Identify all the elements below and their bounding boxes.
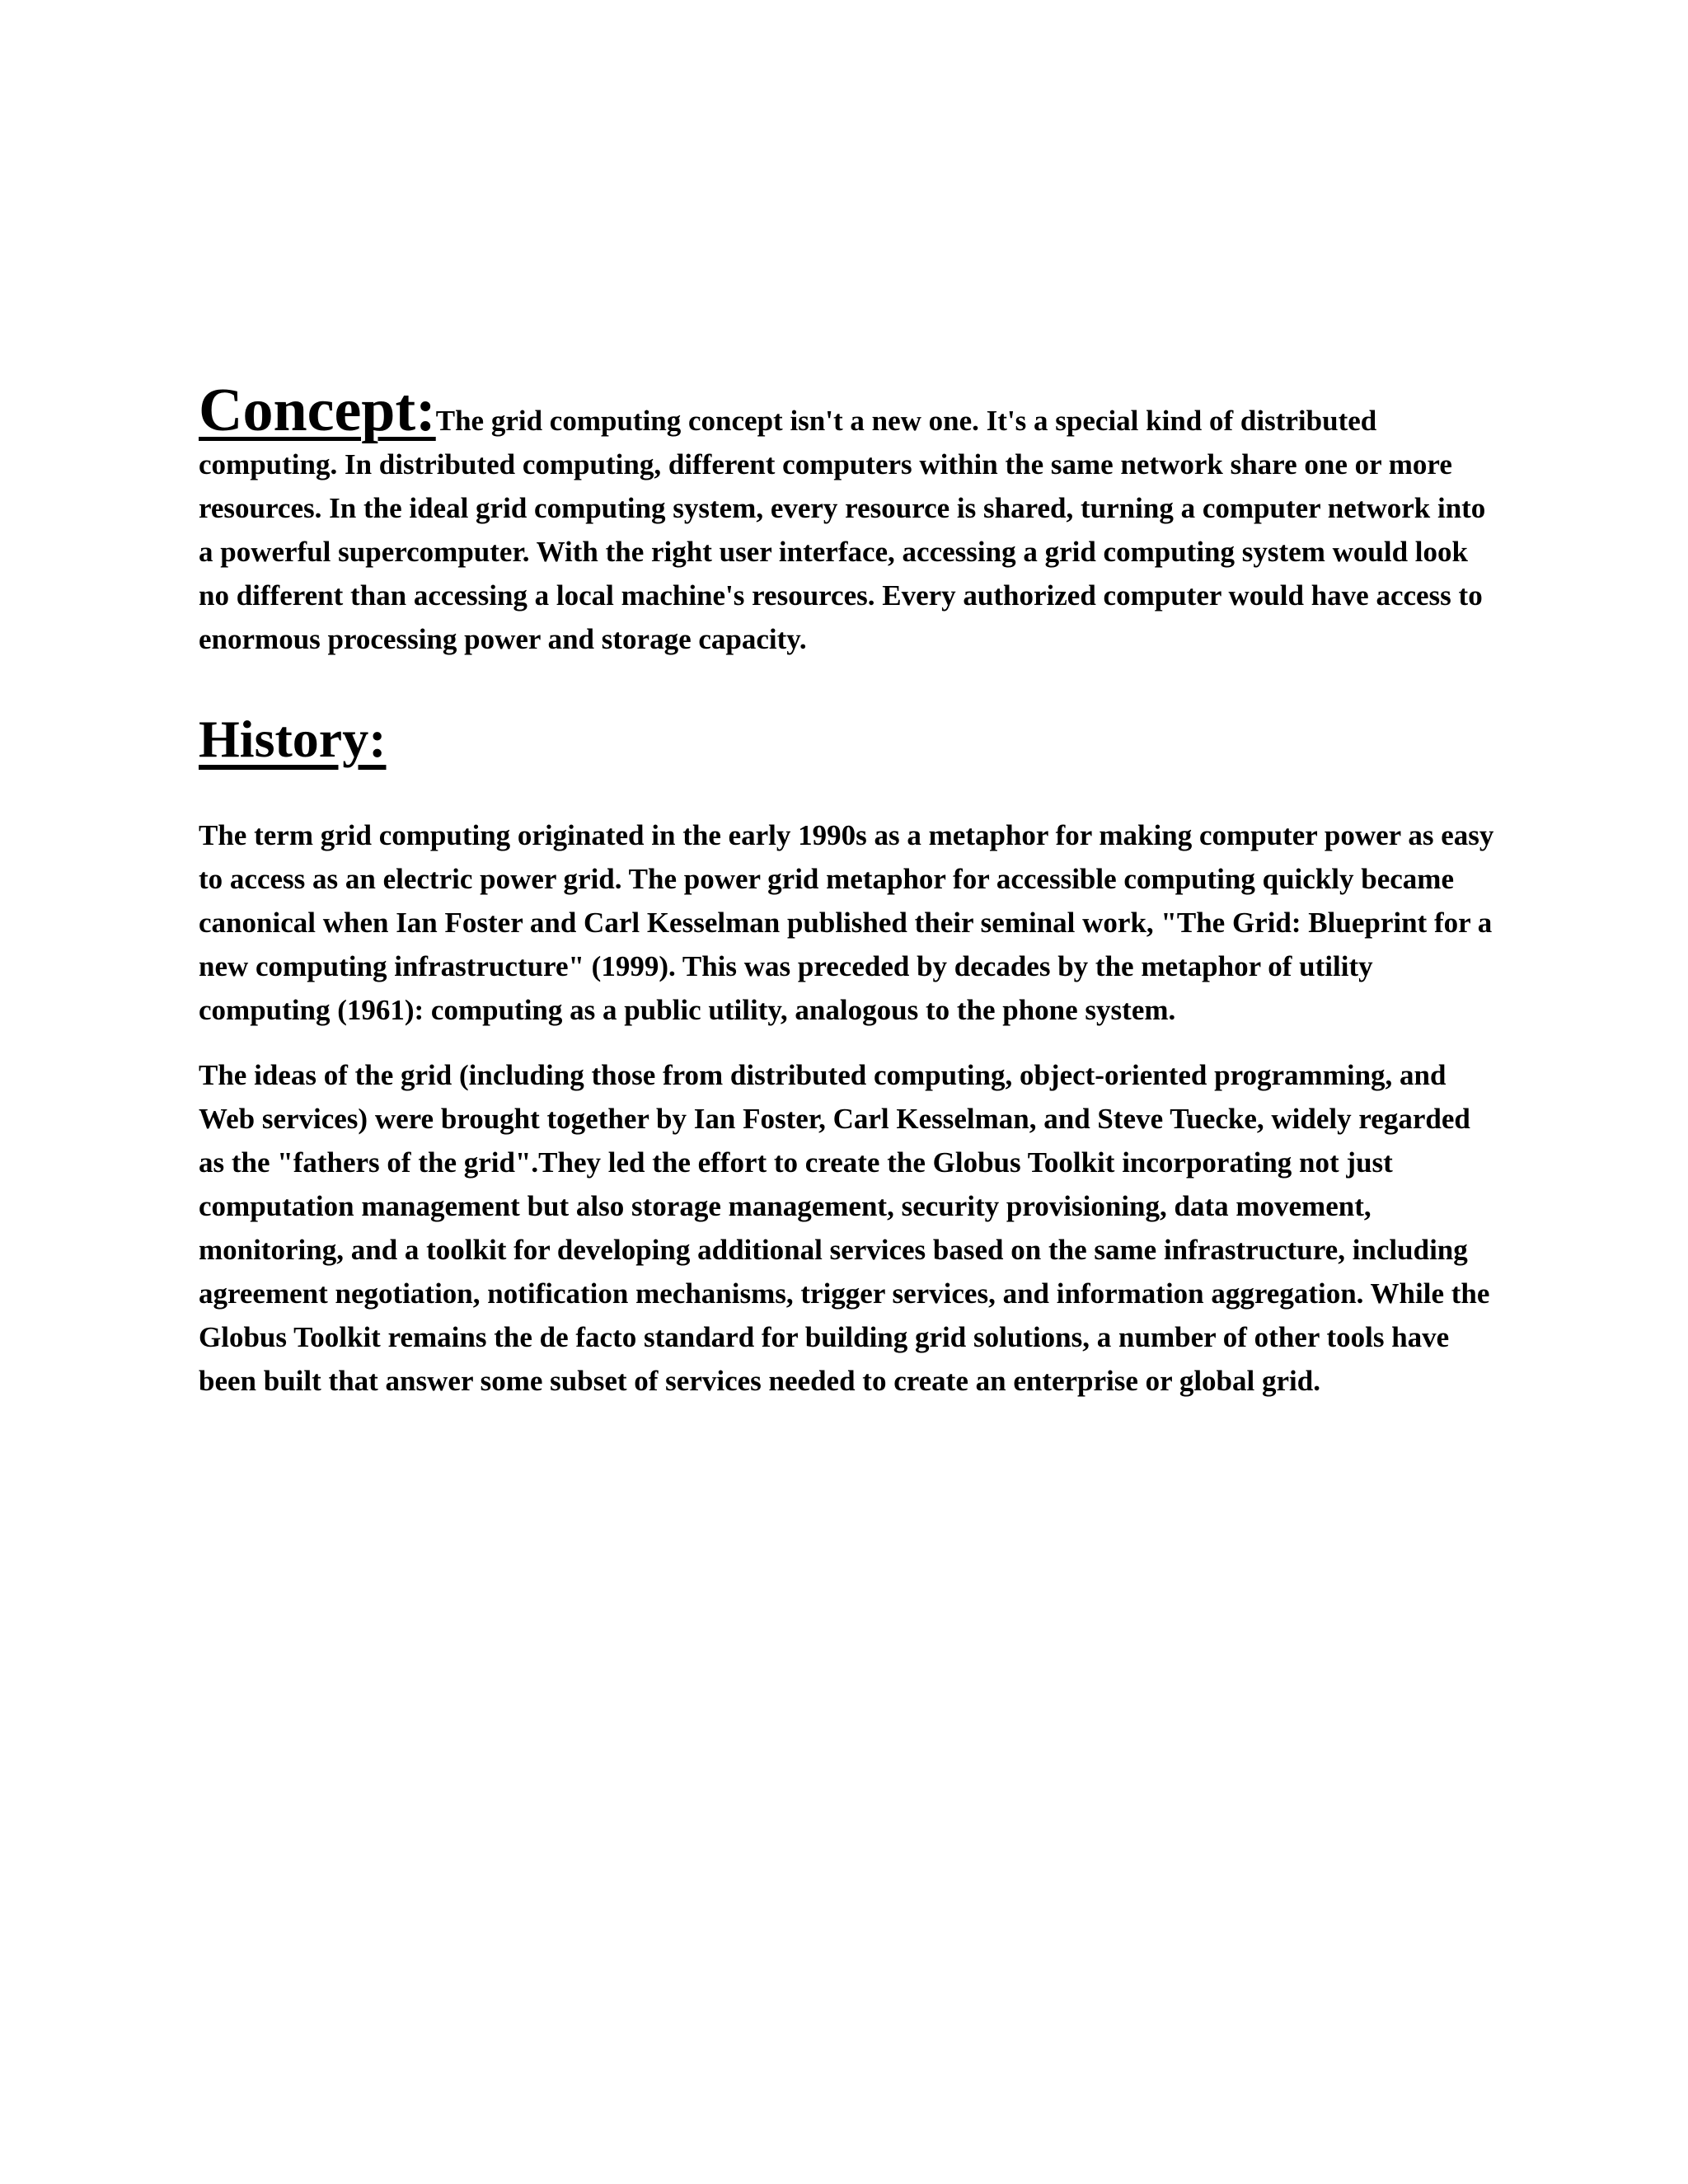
document-page [199, 377, 1501, 1403]
concept-section [199, 377, 1501, 661]
history-paragraph-2: The ideas of the grid (including those from distributed computing, object-oriented programming, and Web services) were brought together by Ian Foster, Carl Kesselman, and Steve Tuecke, widely regarded as the "fathers of the grid".They led the effort to create the Globus Toolkit incorporating not just computation management but also storage management, security provisioning, data movement, monitoring, and a toolkit for developing additional services based on the same infrastructure, including agreement negotiation, notification mechanisms, trigger services, and information aggregation. While the Globus Toolkit remains the de facto standard for building grid solutions, a number of other tools have been built that answer some subset of services needed to create an enterprise or global grid. [199, 1059, 1490, 1397]
history-heading: History: [199, 710, 387, 768]
history-paragraph-1: The term grid computing originated in the early 1990s as a metaphor for making computer power as easy to access as an electric power grid. The power grid metaphor for accessible computing quickly became canonical when Ian Foster and Carl Kesselman published their seminal work, "The Grid: Blueprint for a new computing infrastructure" (1999). This was preceded by decades by the metaphor of utility computing (1961): computing as a public utility, analogous to the phone system. [199, 819, 1494, 1026]
concept-heading: Concept: [199, 377, 436, 444]
concept-body: The grid computing concept isn't a new one. It's a special kind of distributed computing. In distributed computing, different computers within the same network share one or more resources. In the ideal grid computing system, every resource is shared, turning a computer network into a powerful supercomputer. With the right user interface, accessing a grid computing system would look no different than accessing a local machine's resources. Every authorized computer would have access to enormous processing power and storage capacity. [199, 405, 1486, 655]
